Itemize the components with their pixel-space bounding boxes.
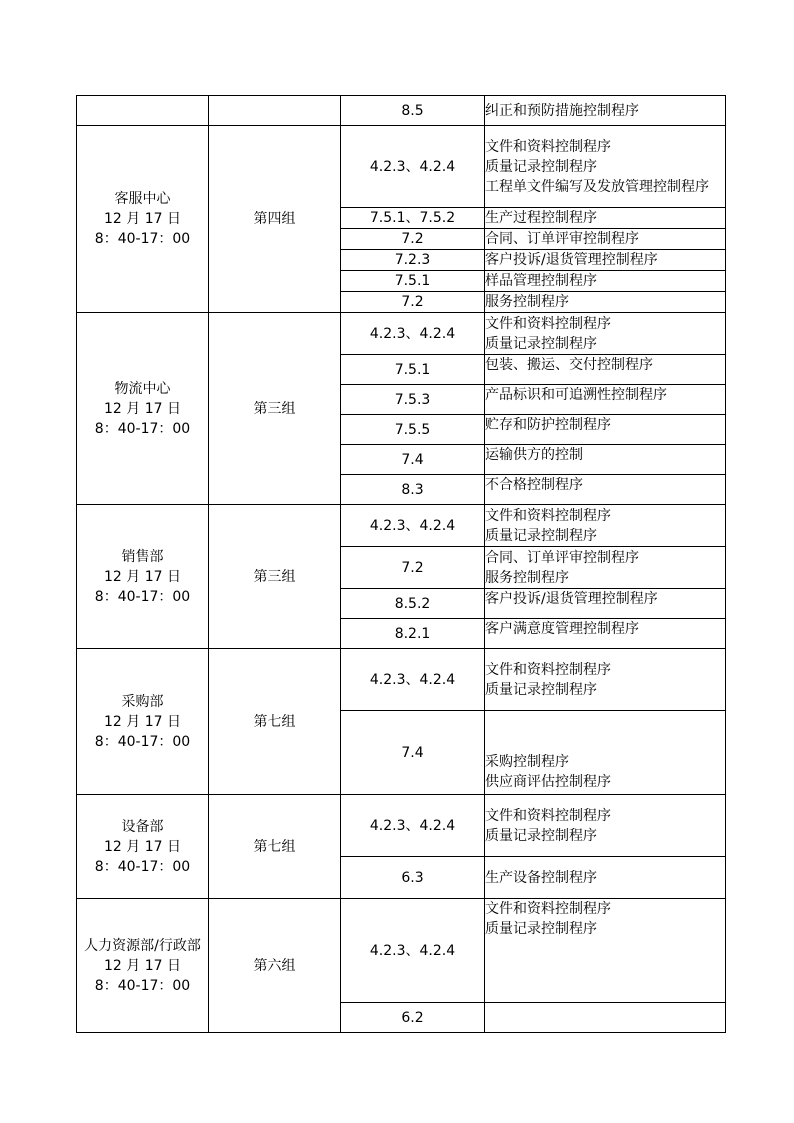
clause-number: 7.2 xyxy=(401,294,424,310)
clause-number: 4.2.3、4.2.4 xyxy=(369,158,456,175)
procedure-cell xyxy=(485,271,726,292)
clause-number: 7.2 xyxy=(401,559,424,576)
table-row xyxy=(77,96,726,126)
procedure-cell xyxy=(485,415,726,445)
clause-cell xyxy=(341,271,485,292)
procedure-name: 质量记录控制程序 xyxy=(485,527,597,544)
clause-cell xyxy=(341,899,485,1003)
procedure-cell xyxy=(485,649,726,711)
clause-number: 4.2.3、4.2.4 xyxy=(369,942,456,959)
audit-group: 第三组 xyxy=(253,568,296,585)
clause-cell xyxy=(341,229,485,250)
department-name: 采购部 xyxy=(121,693,164,710)
audit-group-cell xyxy=(209,505,341,649)
procedure-cell xyxy=(485,385,726,415)
clause-number: 6.3 xyxy=(401,869,424,886)
audit-date: 12 月 17 日 xyxy=(104,838,181,855)
clause-cell xyxy=(341,208,485,229)
clause-number: 8.2.1 xyxy=(394,625,431,642)
audit-time: 8：40-17：00 xyxy=(94,733,191,750)
clause-cell xyxy=(341,1003,485,1033)
procedure-name: 工程单文件编写及发放管理控制程序 xyxy=(485,178,709,195)
procedure-cell xyxy=(485,445,726,475)
clause-cell xyxy=(341,250,485,271)
procedure-cell xyxy=(485,208,726,229)
procedure-name: 文件和资料控制程序 xyxy=(485,807,611,824)
procedure-cell xyxy=(485,505,726,547)
clause-cell xyxy=(341,589,485,619)
procedure-name: 服务控制程序 xyxy=(485,569,569,586)
audit-date: 12 月 17 日 xyxy=(104,400,181,417)
audit-time: 8：40-17：00 xyxy=(94,588,191,605)
procedure-name: 质量记录控制程序 xyxy=(485,921,597,937)
department-cell xyxy=(77,505,209,649)
procedure-name: 合同、订单评审控制程序 xyxy=(485,549,639,566)
clause-cell xyxy=(341,355,485,385)
table-row xyxy=(77,126,726,208)
clause-number: 4.2.3、4.2.4 xyxy=(369,517,456,534)
clause-cell xyxy=(341,475,485,505)
clause-number: 6.2 xyxy=(401,1009,424,1026)
department-name: 销售部 xyxy=(121,548,164,565)
procedure-name: 产品标识和可追溯性控制程序 xyxy=(485,387,667,403)
clause-cell xyxy=(341,857,485,899)
clause-cell xyxy=(341,619,485,649)
procedure-name: 样品管理控制程序 xyxy=(485,273,597,289)
procedure-name: 不合格控制程序 xyxy=(485,477,583,493)
procedure-name: 文件和资料控制程序 xyxy=(485,315,611,332)
audit-date: 12 月 17 日 xyxy=(104,957,181,974)
audit-group: 第七组 xyxy=(253,713,296,730)
procedure-name: 贮存和防护控制程序 xyxy=(485,417,611,433)
department-cell xyxy=(77,126,209,313)
procedure-cell xyxy=(485,619,726,649)
procedure-name: 质量记录控制程序 xyxy=(485,158,597,175)
procedure-cell xyxy=(485,355,726,385)
clause-number: 7.5.3 xyxy=(394,391,431,408)
table-row xyxy=(77,505,726,547)
procedure-cell xyxy=(485,313,726,355)
procedure-name: 文件和资料控制程序 xyxy=(485,507,611,524)
clause-cell xyxy=(341,292,485,313)
clause-cell xyxy=(341,313,485,355)
procedure-name: 客户投诉/退货管理控制程序 xyxy=(485,591,658,607)
audit-time: 8：40-17：00 xyxy=(94,231,191,247)
procedure-name: 质量记录控制程序 xyxy=(485,827,597,844)
procedure-name: 服务控制程序 xyxy=(485,294,569,310)
procedure-cell xyxy=(485,292,726,313)
procedure-name: 供应商评估控制程序 xyxy=(485,773,611,790)
clause-number: 7.5.1、7.5.2 xyxy=(369,210,456,226)
clause-number: 4.2.3、4.2.4 xyxy=(369,325,456,342)
audit-group-cell xyxy=(209,649,341,795)
clause-cell xyxy=(341,415,485,445)
procedure-name: 文件和资料控制程序 xyxy=(485,661,611,678)
audit-group-cell xyxy=(209,313,341,505)
audit-group-cell xyxy=(209,795,341,899)
department-cell xyxy=(77,96,209,126)
clause-number: 7.2.3 xyxy=(394,252,431,268)
department-cell xyxy=(77,313,209,505)
procedure-name: 纠正和预防措施控制程序 xyxy=(485,102,639,119)
clause-number: 4.2.3、4.2.4 xyxy=(369,671,456,688)
clause-number: 7.5.1 xyxy=(394,361,431,378)
audit-date: 12 月 17 日 xyxy=(104,568,181,585)
procedure-cell xyxy=(485,1003,726,1033)
department-name: 人力资源部/行政部 xyxy=(84,937,201,954)
clause-number: 7.5.5 xyxy=(394,421,431,438)
table-row xyxy=(77,313,726,355)
clause-number: 7.2 xyxy=(401,231,424,247)
procedure-name: 生产过程控制程序 xyxy=(485,210,597,226)
procedure-cell xyxy=(485,795,726,857)
audit-group: 第四组 xyxy=(253,211,296,227)
clause-cell xyxy=(341,547,485,589)
clause-cell xyxy=(341,795,485,857)
department-cell xyxy=(77,795,209,899)
department-cell xyxy=(77,649,209,795)
clause-cell xyxy=(341,96,485,126)
department-name: 客服中心 xyxy=(114,191,171,207)
audit-group: 第七组 xyxy=(253,838,296,855)
audit-date: 12 月 17 日 xyxy=(104,211,181,227)
procedure-cell xyxy=(485,547,726,589)
clause-cell xyxy=(341,445,485,475)
department-name: 设备部 xyxy=(121,818,164,835)
clause-cell xyxy=(341,505,485,547)
audit-group-cell xyxy=(209,96,341,126)
procedure-cell xyxy=(485,857,726,899)
clause-cell xyxy=(341,649,485,711)
procedure-name: 采购控制程序 xyxy=(485,753,569,770)
clause-cell xyxy=(341,385,485,415)
clause-number: 7.4 xyxy=(401,451,424,468)
procedure-cell xyxy=(485,475,726,505)
procedure-name: 质量记录控制程序 xyxy=(485,335,597,352)
clause-cell xyxy=(341,711,485,795)
procedure-name: 合同、订单评审控制程序 xyxy=(485,231,639,247)
procedure-name: 文件和资料控制程序 xyxy=(485,138,611,155)
procedure-name: 运输供方的控制 xyxy=(485,447,583,463)
audit-date: 12 月 17 日 xyxy=(104,713,181,730)
department-name: 物流中心 xyxy=(114,380,171,397)
clause-number: 7.5.1 xyxy=(394,273,431,289)
procedure-name: 客户满意度管理控制程序 xyxy=(485,621,639,637)
table-row xyxy=(77,649,726,711)
audit-schedule-table xyxy=(76,95,726,1033)
procedure-cell xyxy=(485,589,726,619)
procedure-cell xyxy=(485,250,726,271)
procedure-cell xyxy=(485,229,726,250)
table-row xyxy=(77,899,726,1003)
department-cell xyxy=(77,899,209,1033)
table-row xyxy=(77,795,726,857)
audit-group: 第六组 xyxy=(253,957,296,974)
procedure-cell xyxy=(485,96,726,126)
procedure-name: 客户投诉/退货管理控制程序 xyxy=(485,252,658,268)
clause-cell xyxy=(341,126,485,208)
procedure-cell xyxy=(485,711,726,795)
clause-number: 7.4 xyxy=(401,744,424,761)
audit-time: 8：40-17：00 xyxy=(94,977,191,994)
audit-time: 8：40-17：00 xyxy=(94,420,191,437)
audit-group-cell xyxy=(209,126,341,313)
clause-number: 8.3 xyxy=(401,481,424,498)
audit-group-cell xyxy=(209,899,341,1033)
clause-number: 8.5 xyxy=(401,102,424,119)
clause-number: 4.2.3、4.2.4 xyxy=(369,817,456,834)
procedure-name: 生产设备控制程序 xyxy=(485,869,597,886)
procedure-name: 包装、搬运、交付控制程序 xyxy=(485,357,653,373)
procedure-name: 质量记录控制程序 xyxy=(485,681,597,698)
clause-number: 8.5.2 xyxy=(394,595,431,612)
procedure-cell xyxy=(485,899,726,1003)
audit-group: 第三组 xyxy=(253,400,296,417)
audit-time: 8：40-17：00 xyxy=(94,858,191,875)
procedure-cell xyxy=(485,126,726,208)
procedure-name: 文件和资料控制程序 xyxy=(485,901,611,917)
